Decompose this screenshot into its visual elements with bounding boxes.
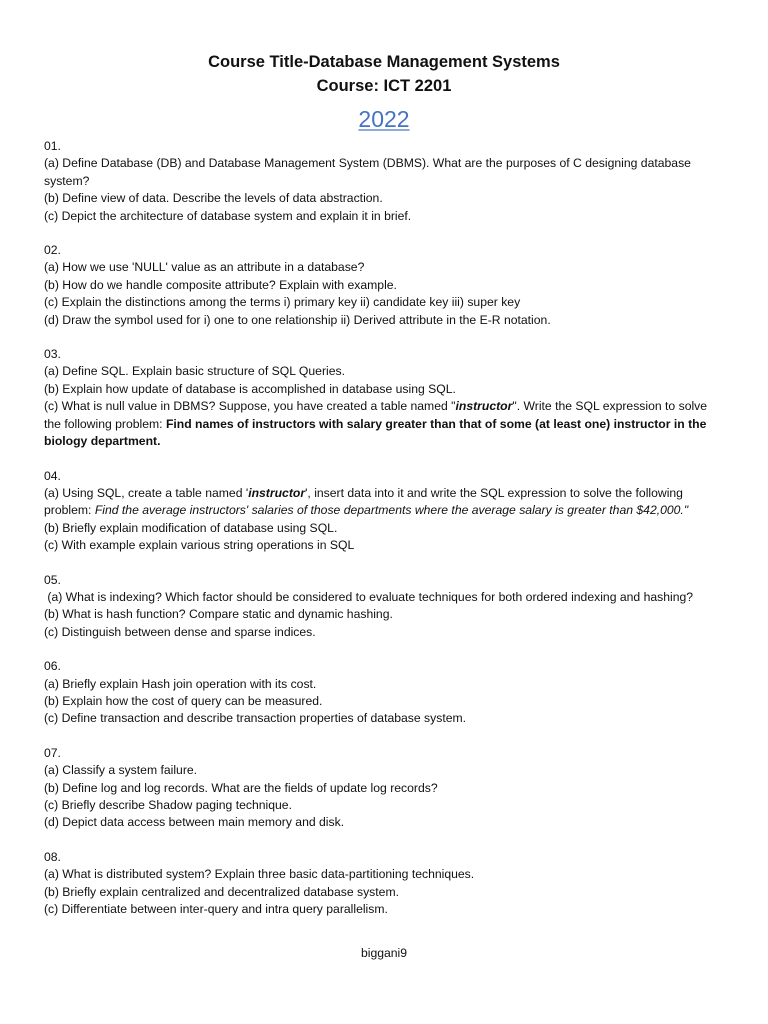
question-part [44,537,724,554]
question-text: (a) What is distributed system? Explain three basic data-partitioning techniques. [44,867,475,882]
question-list [44,138,724,918]
question-part [44,901,724,918]
question-part [44,780,724,797]
question-number: 07. [44,745,61,760]
question-text: (b) Explain how the cost of query can be measured. [44,693,323,708]
question-text: (a) How we use 'NULL' value as an attribute in a database? [44,260,365,275]
question-text: (c) Depict the architecture of database system and explain it in brief. [44,208,412,223]
question-part [44,797,724,814]
question-text: (b) Define view of data. Describe the levels of data abstraction. [44,191,383,206]
question-part [44,624,724,641]
question-number: 01. [44,139,61,153]
question-text: ', insert data into it and write the SQL expression to solve the following problem: [44,485,683,518]
question-part [44,762,724,779]
question-part [44,814,724,831]
question-text: (d) Draw the symbol used for i) one to one relationship ii) Derived attribute in the E-R notation. [44,312,551,327]
question-part [44,866,724,883]
question-text: Find the average instructors' salaries of those departments where the average salary is greater than $42,000." [94,503,689,518]
question-text: (a) Define Database (DB) and Database Management System (DBMS). What are the purposes of C designing database system? [44,156,691,188]
question-text: ". Write the SQL expression to solve the following problem: [44,399,708,431]
question-part [44,208,724,225]
question-number: 02. [44,243,61,258]
question-block [44,468,724,555]
question-text: (c) What is null value in DBMS? Suppose, you have created a table named " [44,399,456,414]
question-text: (b) Define log and log records. What are the fields of update log records? [44,780,438,795]
question-text: (c) With example explain various string operations in SQL [44,538,355,553]
question-number: 04. [44,468,61,483]
course-code: Course: ICT 2201 [316,77,452,95]
question-block [44,346,724,450]
question-text: (a) What is indexing? Which factor should be considered to evaluate techniques for both ordered indexing and hashing? [44,589,694,604]
question-number: 08. [44,849,61,864]
question-part [44,190,724,207]
question-block [44,572,724,642]
question-text: (b) Briefly explain centralized and decentralized database system. [44,884,399,899]
question-block [44,745,724,832]
question-part [44,884,724,901]
question-part [44,693,724,710]
question-text: (c) Briefly describe Shadow paging technique. [44,798,292,812]
question-text: (c) Differentiate between inter-query and intra query parallelism. [44,902,388,917]
question-text: instructor [455,399,513,414]
question-text: (c) Define transaction and describe transaction properties of database system. [44,711,467,726]
question-number: 05. [44,572,61,587]
question-part [44,398,724,450]
question-part [44,155,724,190]
question-text: (b) Explain how update of database is accomplished in database using SQL. [44,381,456,396]
question-text: (a) Classify a system failure. [44,763,198,778]
question-block [44,849,724,919]
question-text: (a) Briefly explain Hash join operation with its cost. [44,676,317,691]
question-part [44,259,724,276]
question-number: 03. [44,347,61,362]
question-block [44,138,724,225]
exam-year: 2022 [358,106,410,132]
question-text: (a) Using SQL, create a table named ' [44,485,249,500]
question-block [44,658,724,728]
question-text: (b) How do we handle composite attribute? Explain with example. [44,277,397,292]
question-text: (c) Distinguish between dense and sparse indices. [44,624,316,639]
question-part [44,312,724,329]
question-part [44,676,724,693]
question-part [44,520,724,537]
question-part [44,606,724,623]
question-block [44,242,724,329]
question-text: (d) Depict data access between main memory and disk. [44,815,345,830]
question-text: (b) What is hash function? Compare static and dynamic hashing. [44,607,393,622]
question-part [44,381,724,398]
question-part [44,485,724,520]
course-title: Course Title-Database Management Systems [208,53,560,71]
footer-watermark: biggani9 [360,946,408,960]
question-text: instructor [248,485,306,500]
question-text: (c) Explain the distinctions among the terms i) primary key ii) candidate key iii) super key [44,295,521,310]
question-part [44,294,724,311]
question-text: (a) Define SQL. Explain basic structure of SQL Queries. [44,364,345,379]
question-part [44,363,724,380]
question-number: 06. [44,659,61,674]
question-part [44,589,724,606]
question-part [44,710,724,727]
question-part [44,277,724,294]
question-text: (b) Briefly explain modification of database using SQL. [44,520,338,535]
question-text: Find names of instructors with salary greater than that of some (at least one) instructor in the biology department. [44,416,707,449]
